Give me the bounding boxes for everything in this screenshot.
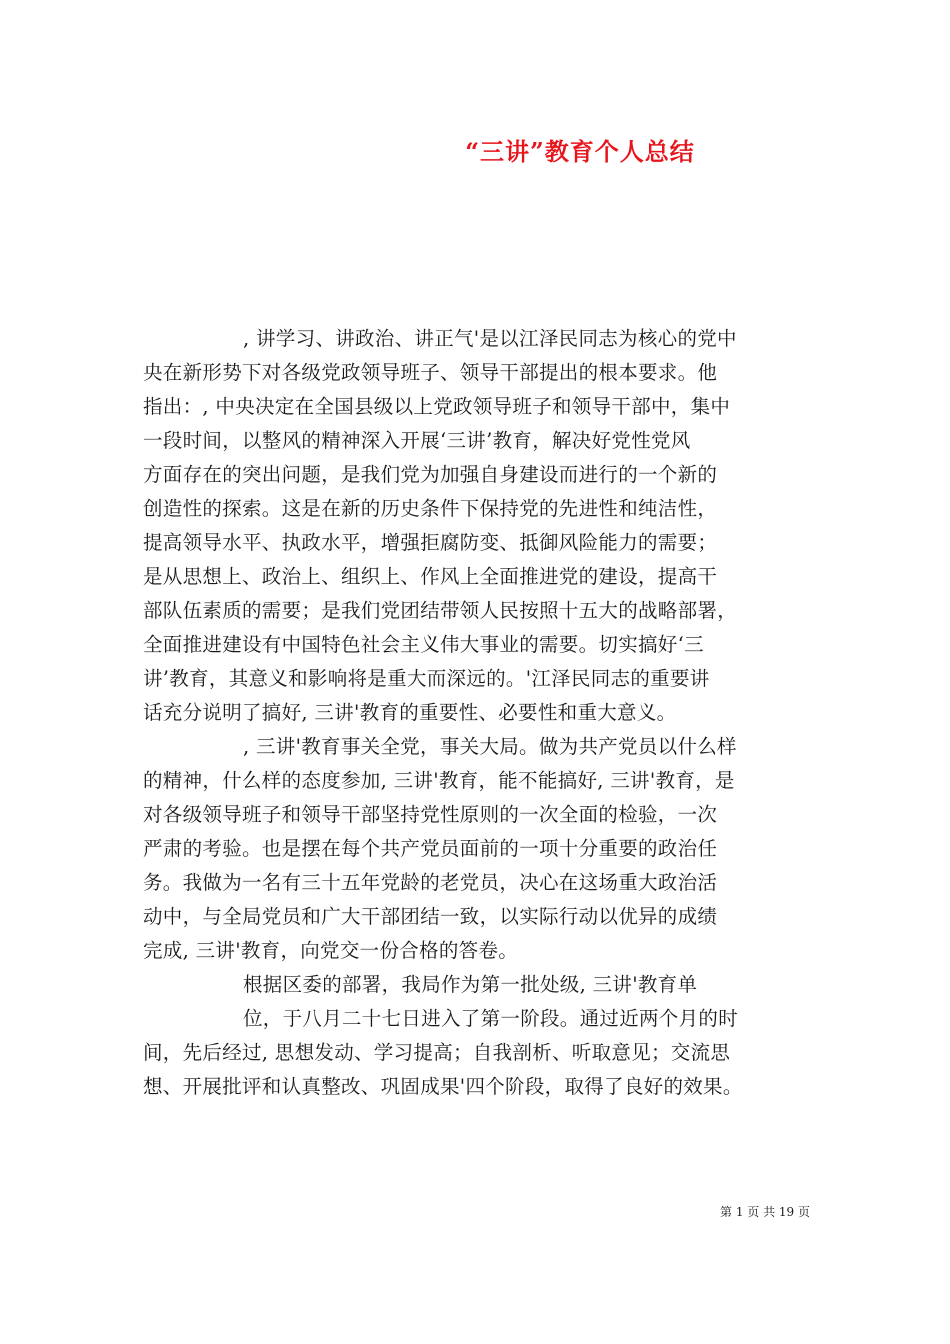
- body-line: 的精神，什么样的态度参加, 三讲'教育，能不能搞好, 三讲'教育，是: [143, 769, 735, 792]
- body-line: 讲’教育，其意义和影响将是重大而深远的。'江泽民同志的重要讲: [143, 667, 710, 690]
- page-footer: 第 1 页 共 19 页: [720, 1205, 810, 1219]
- body-line: 话充分说明了搞好, 三讲'教育的重要性、必要性和重大意义。: [143, 701, 677, 724]
- body-line: 对各级领导班子和领导干部坚持党性原则的一次全面的检验，一次: [143, 803, 718, 826]
- body-line: 全面推进建设有中国特色社会主义伟大事业的需要。切实搞好‘三: [143, 633, 704, 656]
- body-line: 创造性的探索。这是在新的历史条件下保持党的先进性和纯洁性，: [143, 497, 718, 520]
- body-line: 指出：, 中央决定在全国县级以上党政领导班子和领导干部中，集中: [143, 395, 731, 418]
- body-line: 央在新形势下对各级党政领导班子、领导干部提出的根本要求。他: [143, 361, 718, 384]
- body-line: 动中，与全局党员和广大干部团结一致，以实际行动以优异的成绩: [143, 905, 718, 928]
- body-line: , 三讲'教育事关全党，事关大局。做为共产党员以什么样: [243, 735, 737, 758]
- body-line: 方面存在的突出问题，是我们党为加强自身建设而进行的一个新的: [143, 463, 718, 486]
- body-line: 是从思想上、政治上、组织上、作风上全面推进党的建设，提高干: [143, 565, 718, 588]
- document-body: [143, 322, 813, 1104]
- body-line: 完成, 三讲'教育，向党交一份合格的答卷。: [143, 939, 519, 962]
- body-line: , 讲学习、讲政治、讲正气'是以江泽民同志为核心的党中: [243, 327, 737, 350]
- body-line: 严肃的考验。也是摆在每个共产党员面前的一项十分重要的政治任: [143, 837, 718, 860]
- body-line: 根据区委的部署，我局作为第一批处级, 三讲'教育单: [243, 973, 698, 996]
- body-line: 提高领导水平、执政水平，增强拒腐防变、抵御风险能力的需要；: [143, 531, 718, 554]
- body-line: 想、开展批评和认真整改、巩固成果'四个阶段，取得了良好的效果。: [143, 1075, 743, 1098]
- body-line: 位，于八月二十七日进入了第一阶段。通过近两个月的时: [243, 1007, 739, 1030]
- document-title: “三讲”教育个人总结: [465, 137, 695, 166]
- body-line: 一段时间，以整风的精神深入开展‘三讲’教育，解决好党性党风: [143, 429, 691, 452]
- body-line: 间，先后经过, 思想发动、学习提高；自我剖析、听取意见；交流思: [143, 1041, 731, 1064]
- body-line: 部队伍素质的需要；是我们党团结带领人民按照十五大的战略部署，: [143, 599, 738, 622]
- body-line: 务。我做为一名有三十五年党龄的老党员，决心在这场重大政治活: [143, 871, 718, 894]
